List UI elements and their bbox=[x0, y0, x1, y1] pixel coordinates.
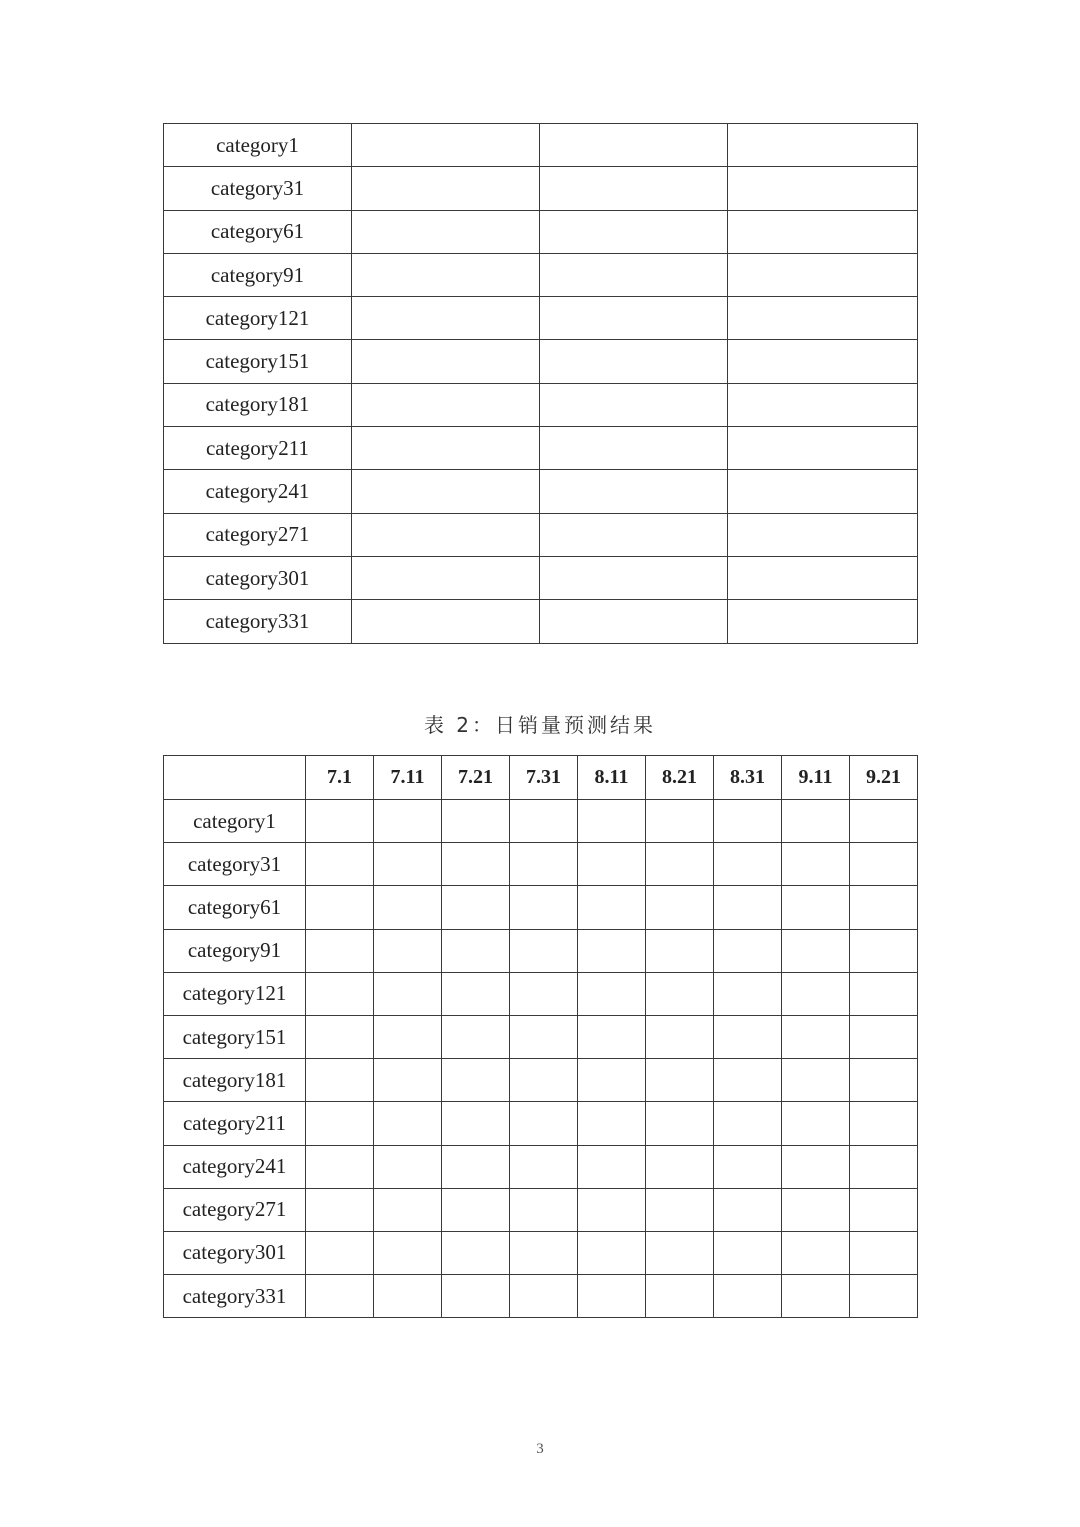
date-column-header: 7.11 bbox=[374, 756, 442, 800]
empty-cell bbox=[578, 1102, 646, 1145]
date-column-header: 7.31 bbox=[510, 756, 578, 800]
empty-cell bbox=[782, 1231, 850, 1274]
empty-cell bbox=[782, 929, 850, 972]
date-column-header: 8.31 bbox=[714, 756, 782, 800]
table-row bbox=[164, 1231, 918, 1274]
empty-cell bbox=[578, 1015, 646, 1058]
table-header-row bbox=[164, 756, 918, 800]
empty-cell bbox=[646, 1145, 714, 1188]
empty-cell bbox=[714, 886, 782, 929]
empty-cell bbox=[782, 800, 850, 843]
empty-cell bbox=[442, 972, 510, 1015]
empty-cell bbox=[728, 383, 918, 426]
row-label: category271 bbox=[164, 1188, 306, 1231]
empty-cell bbox=[540, 340, 728, 383]
empty-cell bbox=[728, 124, 918, 167]
empty-cell bbox=[714, 1145, 782, 1188]
empty-cell bbox=[352, 427, 540, 470]
empty-cell bbox=[442, 1145, 510, 1188]
empty-cell bbox=[714, 1231, 782, 1274]
date-column-header: 8.11 bbox=[578, 756, 646, 800]
empty-cell bbox=[850, 929, 918, 972]
empty-cell bbox=[540, 556, 728, 599]
empty-cell bbox=[352, 253, 540, 296]
empty-cell bbox=[352, 210, 540, 253]
row-label: category181 bbox=[164, 1059, 306, 1102]
empty-cell bbox=[728, 210, 918, 253]
empty-cell bbox=[374, 1275, 442, 1318]
empty-cell bbox=[374, 1145, 442, 1188]
empty-cell bbox=[442, 1188, 510, 1231]
empty-cell bbox=[782, 1059, 850, 1102]
row-label: category121 bbox=[164, 297, 352, 340]
empty-cell bbox=[850, 972, 918, 1015]
table-row bbox=[164, 470, 918, 513]
table-row bbox=[164, 1102, 918, 1145]
empty-cell bbox=[646, 1059, 714, 1102]
row-label: category181 bbox=[164, 383, 352, 426]
empty-cell bbox=[782, 843, 850, 886]
empty-cell bbox=[510, 1275, 578, 1318]
table-row bbox=[164, 556, 918, 599]
row-label: category151 bbox=[164, 1015, 306, 1058]
empty-cell bbox=[578, 886, 646, 929]
empty-cell bbox=[578, 1188, 646, 1231]
empty-cell bbox=[510, 1231, 578, 1274]
empty-cell bbox=[442, 843, 510, 886]
date-column-header: 9.11 bbox=[782, 756, 850, 800]
empty-cell bbox=[374, 1231, 442, 1274]
row-label: category241 bbox=[164, 470, 352, 513]
empty-cell bbox=[306, 1102, 374, 1145]
empty-cell bbox=[374, 1188, 442, 1231]
row-label: category211 bbox=[164, 427, 352, 470]
table-row bbox=[164, 1015, 918, 1058]
empty-cell bbox=[442, 800, 510, 843]
row-label: category211 bbox=[164, 1102, 306, 1145]
empty-cell bbox=[850, 1145, 918, 1188]
empty-cell bbox=[352, 340, 540, 383]
row-label: category31 bbox=[164, 843, 306, 886]
category-table-top bbox=[163, 123, 918, 644]
empty-cell bbox=[374, 1015, 442, 1058]
empty-cell bbox=[714, 1188, 782, 1231]
empty-cell bbox=[306, 1145, 374, 1188]
empty-cell bbox=[540, 253, 728, 296]
empty-cell bbox=[646, 800, 714, 843]
empty-cell bbox=[646, 1188, 714, 1231]
empty-cell bbox=[510, 929, 578, 972]
table-row bbox=[164, 929, 918, 972]
empty-cell bbox=[352, 124, 540, 167]
empty-cell bbox=[374, 886, 442, 929]
empty-cell bbox=[306, 1059, 374, 1102]
date-column-header: 8.21 bbox=[646, 756, 714, 800]
table-row bbox=[164, 1145, 918, 1188]
table-row bbox=[164, 1188, 918, 1231]
empty-cell bbox=[728, 470, 918, 513]
empty-cell bbox=[540, 470, 728, 513]
empty-cell bbox=[374, 843, 442, 886]
empty-cell bbox=[510, 1059, 578, 1102]
empty-cell bbox=[352, 470, 540, 513]
daily-sales-forecast-table bbox=[163, 755, 918, 1318]
row-label: category241 bbox=[164, 1145, 306, 1188]
empty-cell bbox=[374, 1102, 442, 1145]
empty-cell bbox=[728, 427, 918, 470]
empty-cell bbox=[714, 1102, 782, 1145]
empty-cell bbox=[442, 1275, 510, 1318]
row-label: category301 bbox=[164, 556, 352, 599]
empty-cell bbox=[782, 886, 850, 929]
page-number: 3 bbox=[536, 1441, 544, 1457]
table-row bbox=[164, 253, 918, 296]
row-label: category1 bbox=[164, 800, 306, 843]
table-2-caption: 表 2：日销量预测结果 bbox=[423, 713, 657, 737]
row-label: category31 bbox=[164, 167, 352, 210]
empty-cell bbox=[374, 1059, 442, 1102]
date-column-header: 9.21 bbox=[850, 756, 918, 800]
empty-cell bbox=[540, 210, 728, 253]
empty-cell bbox=[578, 1231, 646, 1274]
empty-cell bbox=[782, 972, 850, 1015]
empty-cell bbox=[352, 513, 540, 556]
empty-cell bbox=[442, 1102, 510, 1145]
empty-cell bbox=[714, 929, 782, 972]
empty-cell bbox=[850, 1231, 918, 1274]
table-row bbox=[164, 843, 918, 886]
empty-cell bbox=[714, 972, 782, 1015]
empty-cell bbox=[352, 383, 540, 426]
empty-cell bbox=[728, 340, 918, 383]
empty-cell bbox=[578, 1145, 646, 1188]
empty-cell bbox=[728, 513, 918, 556]
table-row bbox=[164, 1059, 918, 1102]
empty-cell bbox=[306, 886, 374, 929]
empty-cell bbox=[714, 1275, 782, 1318]
empty-cell bbox=[510, 800, 578, 843]
row-label: category331 bbox=[164, 1275, 306, 1318]
empty-cell bbox=[306, 1275, 374, 1318]
empty-cell bbox=[714, 1015, 782, 1058]
row-label: category271 bbox=[164, 513, 352, 556]
table-row bbox=[164, 1275, 918, 1318]
empty-cell bbox=[728, 600, 918, 643]
table-row bbox=[164, 167, 918, 210]
row-label: category91 bbox=[164, 253, 352, 296]
empty-cell bbox=[442, 1059, 510, 1102]
empty-cell bbox=[714, 800, 782, 843]
empty-cell bbox=[442, 1231, 510, 1274]
row-label: category1 bbox=[164, 124, 352, 167]
empty-cell bbox=[510, 972, 578, 1015]
table-row bbox=[164, 427, 918, 470]
empty-cell bbox=[714, 843, 782, 886]
empty-cell bbox=[306, 972, 374, 1015]
empty-cell bbox=[850, 1102, 918, 1145]
empty-cell bbox=[850, 800, 918, 843]
table-row bbox=[164, 972, 918, 1015]
empty-cell bbox=[782, 1102, 850, 1145]
table-row bbox=[164, 800, 918, 843]
empty-cell bbox=[578, 929, 646, 972]
empty-cell bbox=[540, 383, 728, 426]
date-column-header: 7.1 bbox=[306, 756, 374, 800]
empty-cell bbox=[714, 1059, 782, 1102]
row-label: category61 bbox=[164, 886, 306, 929]
empty-cell bbox=[646, 1102, 714, 1145]
empty-cell bbox=[850, 843, 918, 886]
row-label: category151 bbox=[164, 340, 352, 383]
row-label: category91 bbox=[164, 929, 306, 972]
corner-header-cell bbox=[164, 756, 306, 800]
table-row bbox=[164, 297, 918, 340]
empty-cell bbox=[850, 1275, 918, 1318]
empty-cell bbox=[510, 843, 578, 886]
empty-cell bbox=[850, 1188, 918, 1231]
empty-cell bbox=[306, 1188, 374, 1231]
row-label: category331 bbox=[164, 600, 352, 643]
row-label: category301 bbox=[164, 1231, 306, 1274]
empty-cell bbox=[540, 513, 728, 556]
empty-cell bbox=[540, 427, 728, 470]
row-label: category121 bbox=[164, 972, 306, 1015]
empty-cell bbox=[510, 886, 578, 929]
empty-cell bbox=[850, 1015, 918, 1058]
empty-cell bbox=[306, 929, 374, 972]
table-row bbox=[164, 124, 918, 167]
empty-cell bbox=[374, 929, 442, 972]
empty-cell bbox=[728, 297, 918, 340]
empty-cell bbox=[578, 800, 646, 843]
empty-cell bbox=[782, 1015, 850, 1058]
empty-cell bbox=[646, 886, 714, 929]
table-row bbox=[164, 600, 918, 643]
empty-cell bbox=[728, 253, 918, 296]
empty-cell bbox=[510, 1102, 578, 1145]
empty-cell bbox=[352, 556, 540, 599]
empty-cell bbox=[442, 929, 510, 972]
empty-cell bbox=[646, 1275, 714, 1318]
empty-cell bbox=[306, 1231, 374, 1274]
empty-cell bbox=[540, 167, 728, 210]
empty-cell bbox=[374, 800, 442, 843]
date-column-header: 7.21 bbox=[442, 756, 510, 800]
empty-cell bbox=[352, 600, 540, 643]
table-row bbox=[164, 383, 918, 426]
empty-cell bbox=[510, 1015, 578, 1058]
empty-cell bbox=[646, 1015, 714, 1058]
empty-cell bbox=[510, 1145, 578, 1188]
empty-cell bbox=[782, 1275, 850, 1318]
empty-cell bbox=[578, 843, 646, 886]
empty-cell bbox=[578, 1059, 646, 1102]
table-row bbox=[164, 513, 918, 556]
table-row bbox=[164, 886, 918, 929]
empty-cell bbox=[306, 800, 374, 843]
empty-cell bbox=[352, 167, 540, 210]
empty-cell bbox=[540, 124, 728, 167]
empty-cell bbox=[540, 600, 728, 643]
row-label: category61 bbox=[164, 210, 352, 253]
table-row bbox=[164, 340, 918, 383]
empty-cell bbox=[306, 843, 374, 886]
empty-cell bbox=[510, 1188, 578, 1231]
empty-cell bbox=[646, 972, 714, 1015]
empty-cell bbox=[728, 167, 918, 210]
empty-cell bbox=[578, 1275, 646, 1318]
empty-cell bbox=[782, 1188, 850, 1231]
empty-cell bbox=[728, 556, 918, 599]
empty-cell bbox=[646, 843, 714, 886]
empty-cell bbox=[578, 972, 646, 1015]
empty-cell bbox=[782, 1145, 850, 1188]
table-row bbox=[164, 210, 918, 253]
empty-cell bbox=[374, 972, 442, 1015]
empty-cell bbox=[850, 1059, 918, 1102]
empty-cell bbox=[306, 1015, 374, 1058]
empty-cell bbox=[646, 1231, 714, 1274]
empty-cell bbox=[850, 886, 918, 929]
empty-cell bbox=[352, 297, 540, 340]
empty-cell bbox=[442, 886, 510, 929]
empty-cell bbox=[540, 297, 728, 340]
empty-cell bbox=[646, 929, 714, 972]
empty-cell bbox=[442, 1015, 510, 1058]
